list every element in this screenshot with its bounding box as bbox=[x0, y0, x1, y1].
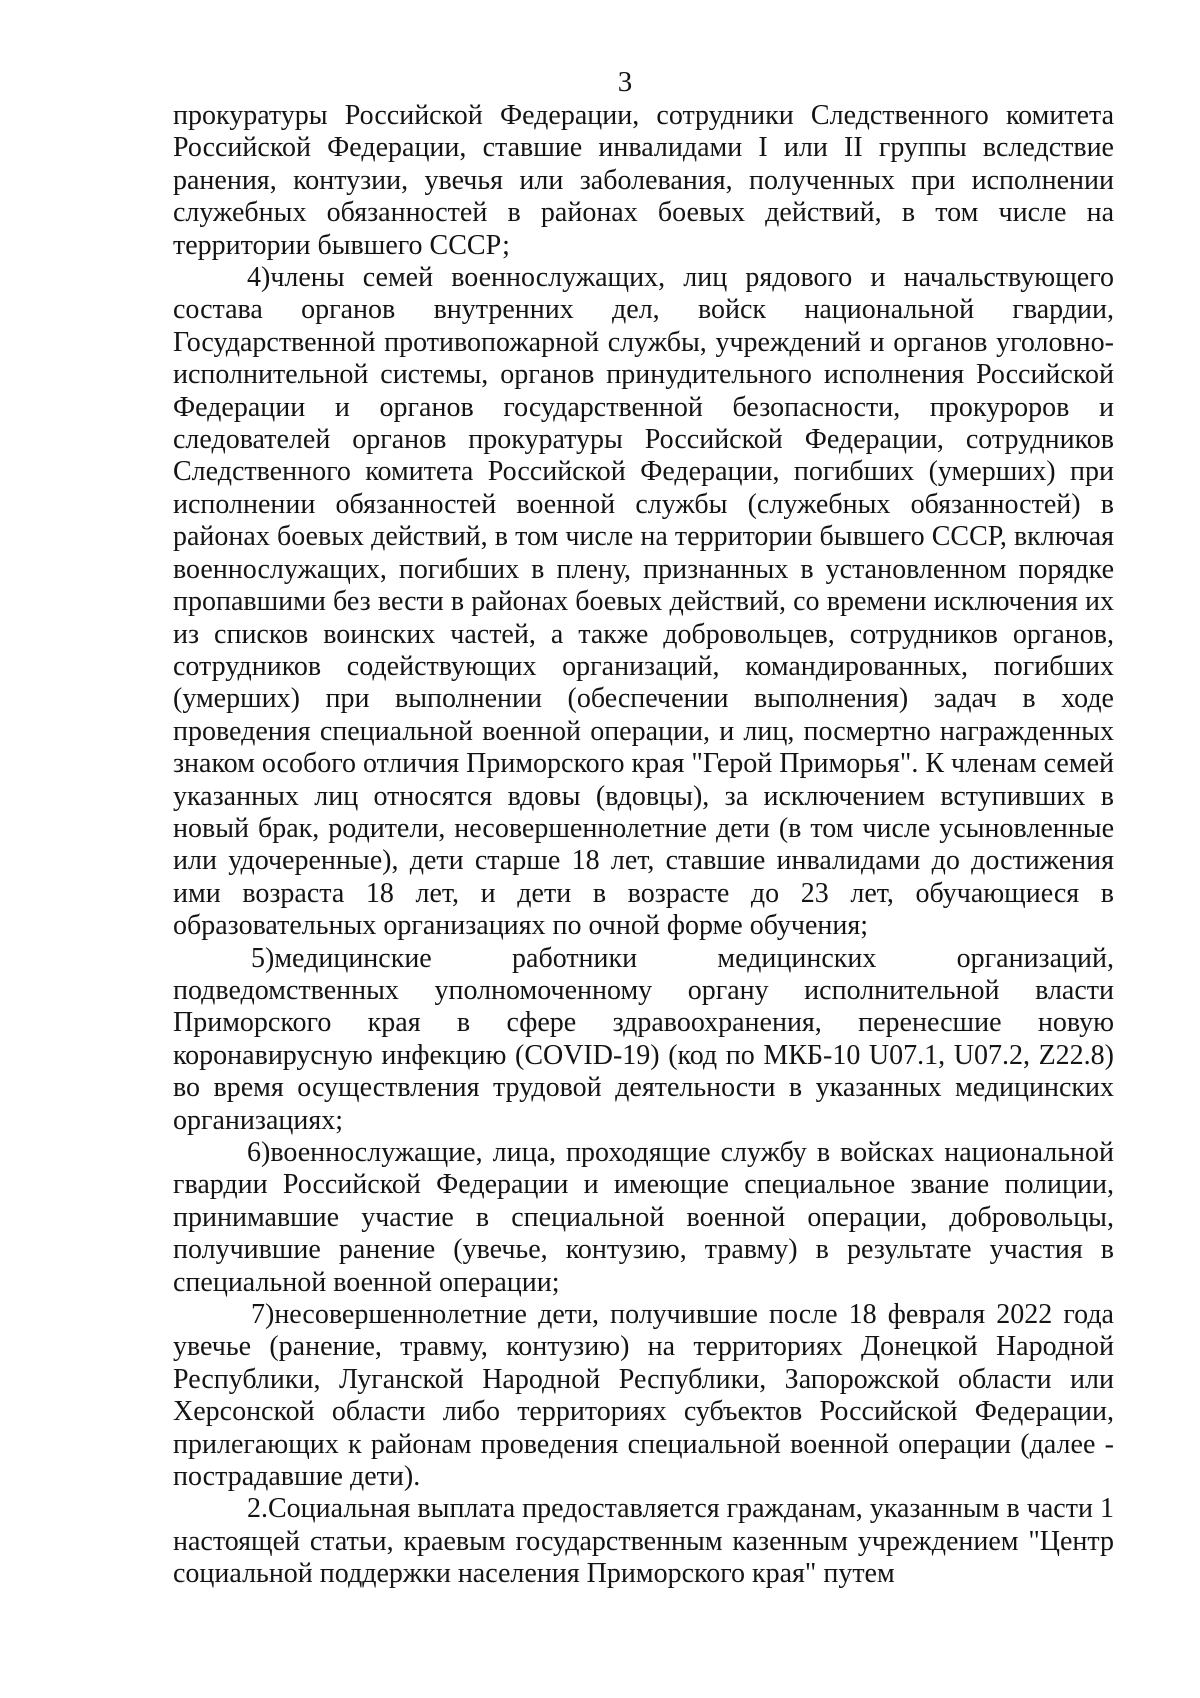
paragraph-item-7: 7)несовершеннолетние дети, получившие после 18 февраля 2022 года увечье (ранение, травму, контузию) на территориях Донецкой Народной Республики, Луганской Народной Республики, Запорожской области или Херсонской области либо территориях субъектов Российской Федерации, прилегающих к районам проведения специальной военной операции (далее - пострадавшие дети). bbox=[173, 1299, 1114, 1493]
paragraph-item-5: 5)медицинские работники медицинских организаций, подведомственных уполномоченному органу исполнительной власти Приморского края в сфере здравоохранения, перенесшие новую коронавирусную инфекцию (COVID-19) (код по МКБ-10 U07.1, U07.2, Z22.8) во время осуществления трудовой деятельности в указанных медицинских организациях; bbox=[173, 942, 1114, 1136]
document-body bbox=[173, 100, 1114, 1591]
paragraph-item-6: 6)военнослужащие, лица, проходящие службу в войсках национальной гвардии Российской Федерации и имеющие специальное звание полиции, принимавшие участие в специальной военной операции, добровольцы, получившие ранение (увечье, контузию, травму) в результате участия в специальной военной операции; bbox=[173, 1137, 1114, 1298]
paragraph-item-3-continued: прокуратуры Российской Федерации, сотрудники Следственного комитета Российской Федерации, ставшие инвалидами I или II группы вследствие ранения, контузии, увечья или заболевания, полученных при исполнении служебных обязанностей в районах боевых действий, в том числе на территории бывшего СССР; bbox=[173, 100, 1114, 261]
paragraph-part-2: 2.Социальная выплата предоставляется гражданам, указанным в части 1 настоящей статьи, краевым государственным казенным учреждением "Центр социальной поддержки населения Приморского края" путем bbox=[173, 1493, 1114, 1590]
paragraph-item-4: 4)члены семей военнослужащих, лиц рядового и начальствующего состава органов внутренних дел, войск национальной гвардии, Государственной противопожарной службы, учреждений и органов уголовно-исполнительной системы, органов принудительного исполнения Российской Федерации и органов государственной безопасности, прокуроров и следователей органов прокуратуры Российской Федерации, сотрудников Следственного комитета Российской Федерации, погибших (умерших) при исполнении обязанностей военной службы (служебных обязанностей) в районах боевых действий, в том числе на территории бывшего СССР, включая военнослужащих, погибших в плену, признанных в установленном порядке пропавшими без вести в районах боевых действий, со времени исключения их из списков воинских частей, а также добровольцев, сотрудников органов, сотрудников содействующих организаций, командированных, погибших (умерших) при выполнении (обеспечении выполнения) задач в ходе проведения специальной военной операции, и лиц, посмертно награжденных знаком особого отличия Приморского края "Герой Приморья". К членам семей указанных лиц относятся вдовы (вдовцы), за исключением вступивших в новый брак, родители, несовершеннолетние дети (в том числе усыновленные или удочеренные), дети старше 18 лет, ставшие инвалидами до достижения ими возраста 18 лет, и дети в возрасте до 23 лет, обучающиеся в образовательных организациях по очной форме обучения; bbox=[173, 262, 1114, 942]
page-number: 3 bbox=[617, 66, 633, 98]
